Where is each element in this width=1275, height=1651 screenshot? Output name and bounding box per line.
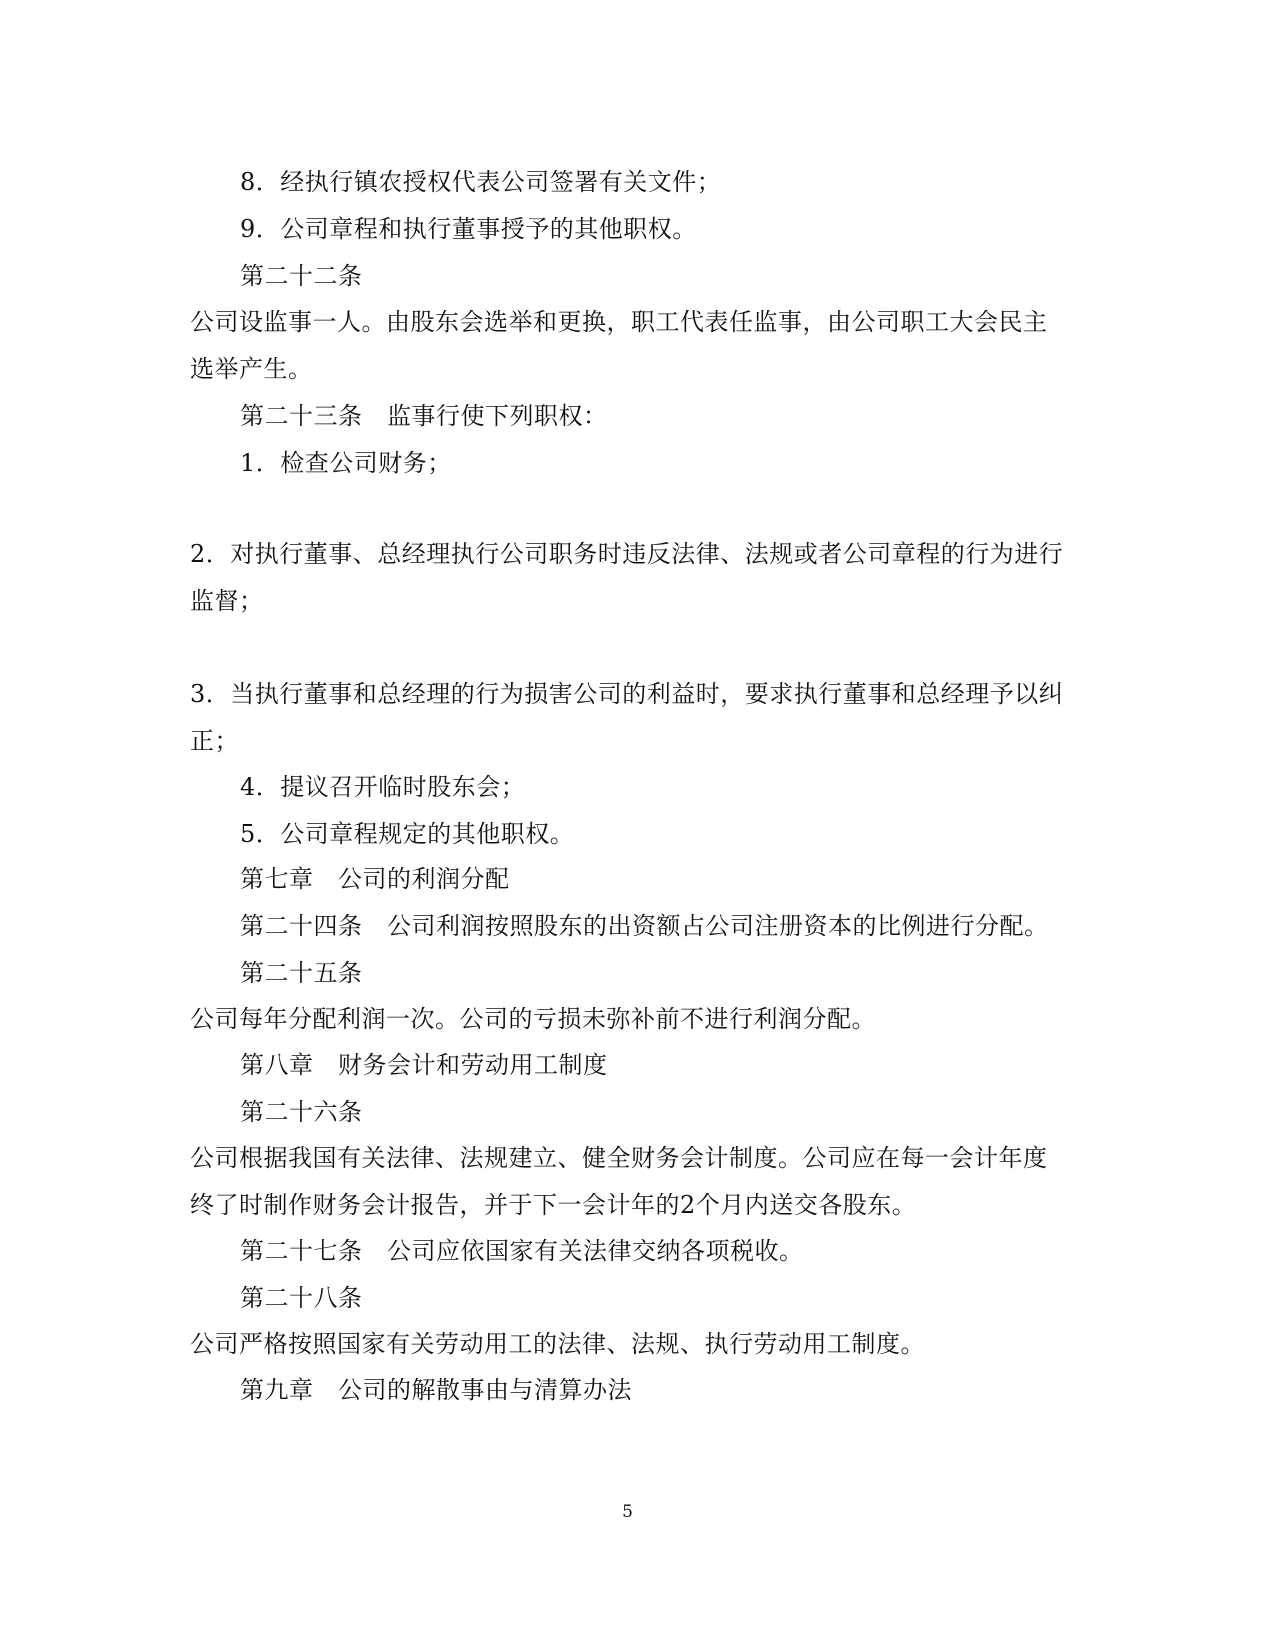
article-heading: 第二十八条 (240, 1284, 363, 1312)
chapter-heading: 第八章 财务会计和劳动用工制度 (240, 1051, 608, 1079)
text-line: 终了时制作财务会计报告，并于下一会计年的2个月内送交各股东。 (190, 1191, 917, 1219)
text-line: 公司每年分配利润一次。公司的亏损未弥补前不进行利润分配。 (190, 1005, 876, 1033)
chapter-heading: 第七章 公司的利润分配 (240, 865, 510, 893)
text-line: 4．提议召开临时股东会； (240, 773, 526, 801)
article-heading: 第二十二条 (240, 262, 363, 290)
text-line: 选举产生。 (190, 355, 313, 383)
chapter-heading: 第九章 公司的解散事由与清算办法 (240, 1376, 632, 1404)
text-line: 1．检查公司财务； (240, 449, 452, 477)
text-line: 公司设监事一人。由股东会选举和更换，职工代表任监事，由公司职工大会民主 (190, 308, 1048, 336)
text-line: 9．公司章程和执行董事授予的其他职权。 (240, 215, 697, 243)
text-line: 公司根据我国有关法律、法规建立、健全财务会计制度。公司应在每一会计年度 (190, 1144, 1048, 1172)
article-heading: 第二十五条 (240, 959, 363, 987)
page-number: 5 (622, 1502, 633, 1522)
article-heading: 第二十三条 监事行使下列职权： (240, 402, 608, 430)
text-line: 监督； (190, 587, 264, 615)
text-line: 公司严格按照国家有关劳动用工的法律、法规、执行劳动用工制度。 (190, 1330, 925, 1358)
text-line: 5．公司章程规定的其他职权。 (240, 820, 575, 848)
article-heading: 第二十四条 公司利润按照股东的出资额占公司注册资本的比例进行分配。 (240, 912, 1049, 940)
article-heading: 第二十六条 (240, 1098, 363, 1126)
text-line: 3．当执行董事和总经理的行为损害公司的利益时，要求执行董事和总经理予以纠 (190, 680, 1064, 708)
text-line: 2．对执行董事、总经理执行公司职务时违反法律、法规或者公司章程的行为进行 (190, 540, 1064, 568)
text-line: 8．经执行镇农授权代表公司签署有关文件； (240, 168, 722, 196)
text-line: 正； (190, 727, 239, 755)
article-heading: 第二十七条 公司应依国家有关法律交纳各项税收。 (240, 1237, 804, 1265)
